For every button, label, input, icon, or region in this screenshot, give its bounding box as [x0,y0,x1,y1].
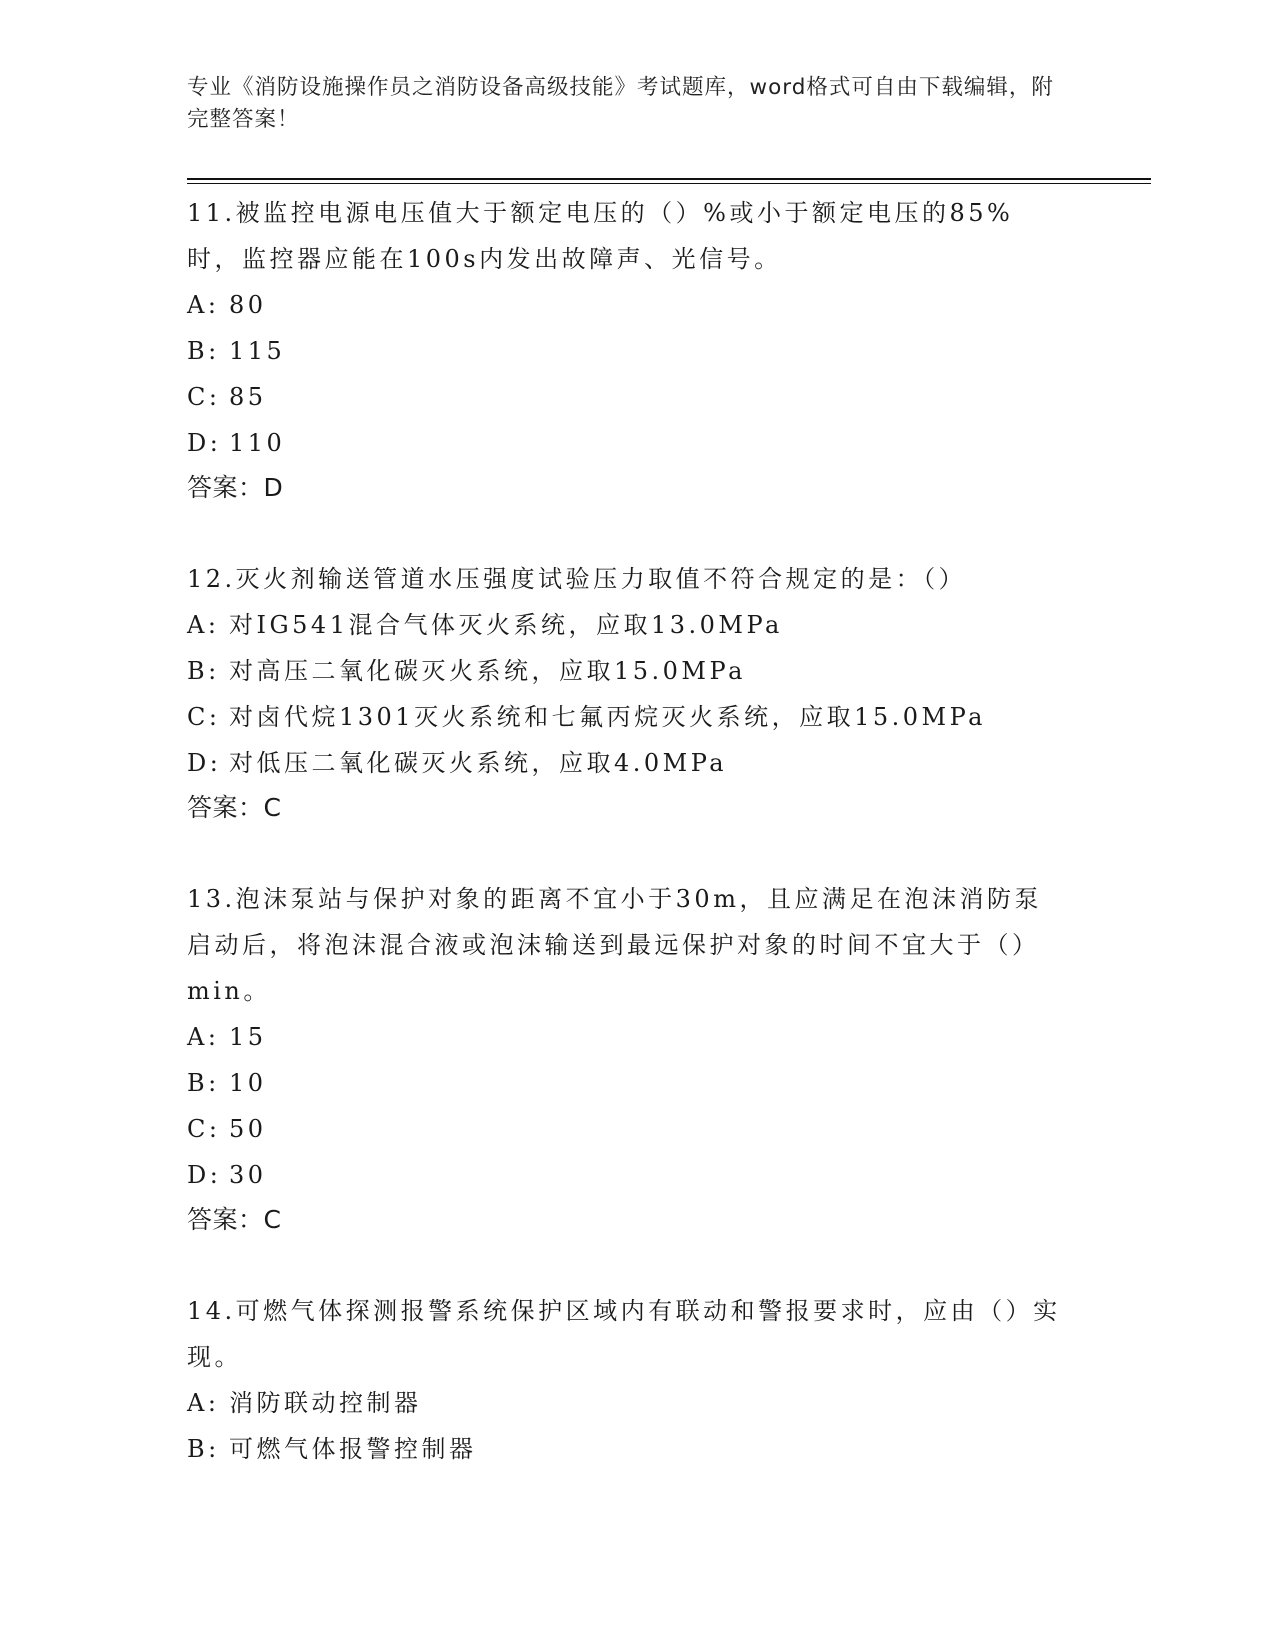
option-b [187,648,1067,694]
header-divider-thick [187,178,1151,180]
question-text: 11.被监控电源电压值大于额定电压的（）%或小于额定电压的85%时，监控器应能在100s内发出故障声、光信号。 [187,199,1014,273]
option-value: 对卤代烷1301灭火系统和七氟丙烷灭火系统，应取15.0MPa [229,703,986,731]
option-key: D: [187,749,222,777]
option-key: A: [187,291,220,319]
option-value: 115 [229,337,286,365]
answer-line: 答案：D [187,473,284,502]
option-value: 15 [229,1023,267,1051]
option-c [187,374,1067,420]
option-value: 110 [229,429,286,457]
option-d [187,1152,1067,1198]
option-key: A: [187,1389,220,1417]
option-key: C: [187,1115,221,1143]
answer-line: 答案：C [187,793,282,822]
option-value: 对IG541混合气体灭火系统，应取13.0MPa [229,611,783,639]
option-key: B: [187,1069,220,1097]
question-text: 12.灭火剂输送管道水压强度试验压力取值不符合规定的是：（） [187,565,967,593]
option-c [187,1106,1067,1152]
option-value: 80 [229,291,267,319]
option-b [187,1060,1067,1106]
option-value: 对高压二氧化碳灭火系统，应取15.0MPa [229,657,746,685]
option-key: C: [187,383,221,411]
option-value: 消防联动控制器 [229,1389,422,1417]
option-value: 85 [229,383,267,411]
question-14 [187,1288,1067,1472]
header-divider-thin [187,183,1151,184]
option-key: D: [187,429,222,457]
option-key: C: [187,703,221,731]
question-11 [187,190,1067,510]
option-a [187,282,1067,328]
option-a [187,1380,1067,1426]
question-text: 13.泡沫泵站与保护对象的距离不宜小于30m，且应满足在泡沫消防泵启动后，将泡沫混合液或泡沫输送到最远保护对象的时间不宜大于（）min。 [187,885,1042,1005]
option-key: B: [187,337,220,365]
option-value: 对低压二氧化碳灭火系统，应取4.0MPa [229,749,728,777]
option-key: D: [187,1161,222,1189]
option-value: 50 [229,1115,267,1143]
option-key: B: [187,657,220,685]
option-value: 可燃气体报警控制器 [229,1435,477,1463]
option-a [187,1014,1067,1060]
answer-line: 答案：C [187,1205,282,1234]
question-13 [187,876,1067,1242]
option-d [187,740,1067,786]
option-d [187,420,1067,466]
option-value: 30 [229,1161,267,1189]
option-b [187,328,1067,374]
question-12 [187,556,1067,830]
document-header: 专业《消防设施操作员之消防设备高级技能》考试题库，word格式可自由下载编辑，附完整答案！ [187,75,1054,132]
option-c [187,694,1067,740]
option-b [187,1426,1067,1472]
question-list [187,190,1067,1472]
question-text: 14.可燃气体探测报警系统保护区域内有联动和警报要求时，应由（）实现。 [187,1297,1061,1371]
option-key: A: [187,611,220,639]
option-value: 10 [229,1069,267,1097]
option-key: A: [187,1023,220,1051]
option-key: B: [187,1435,220,1463]
option-a [187,602,1067,648]
